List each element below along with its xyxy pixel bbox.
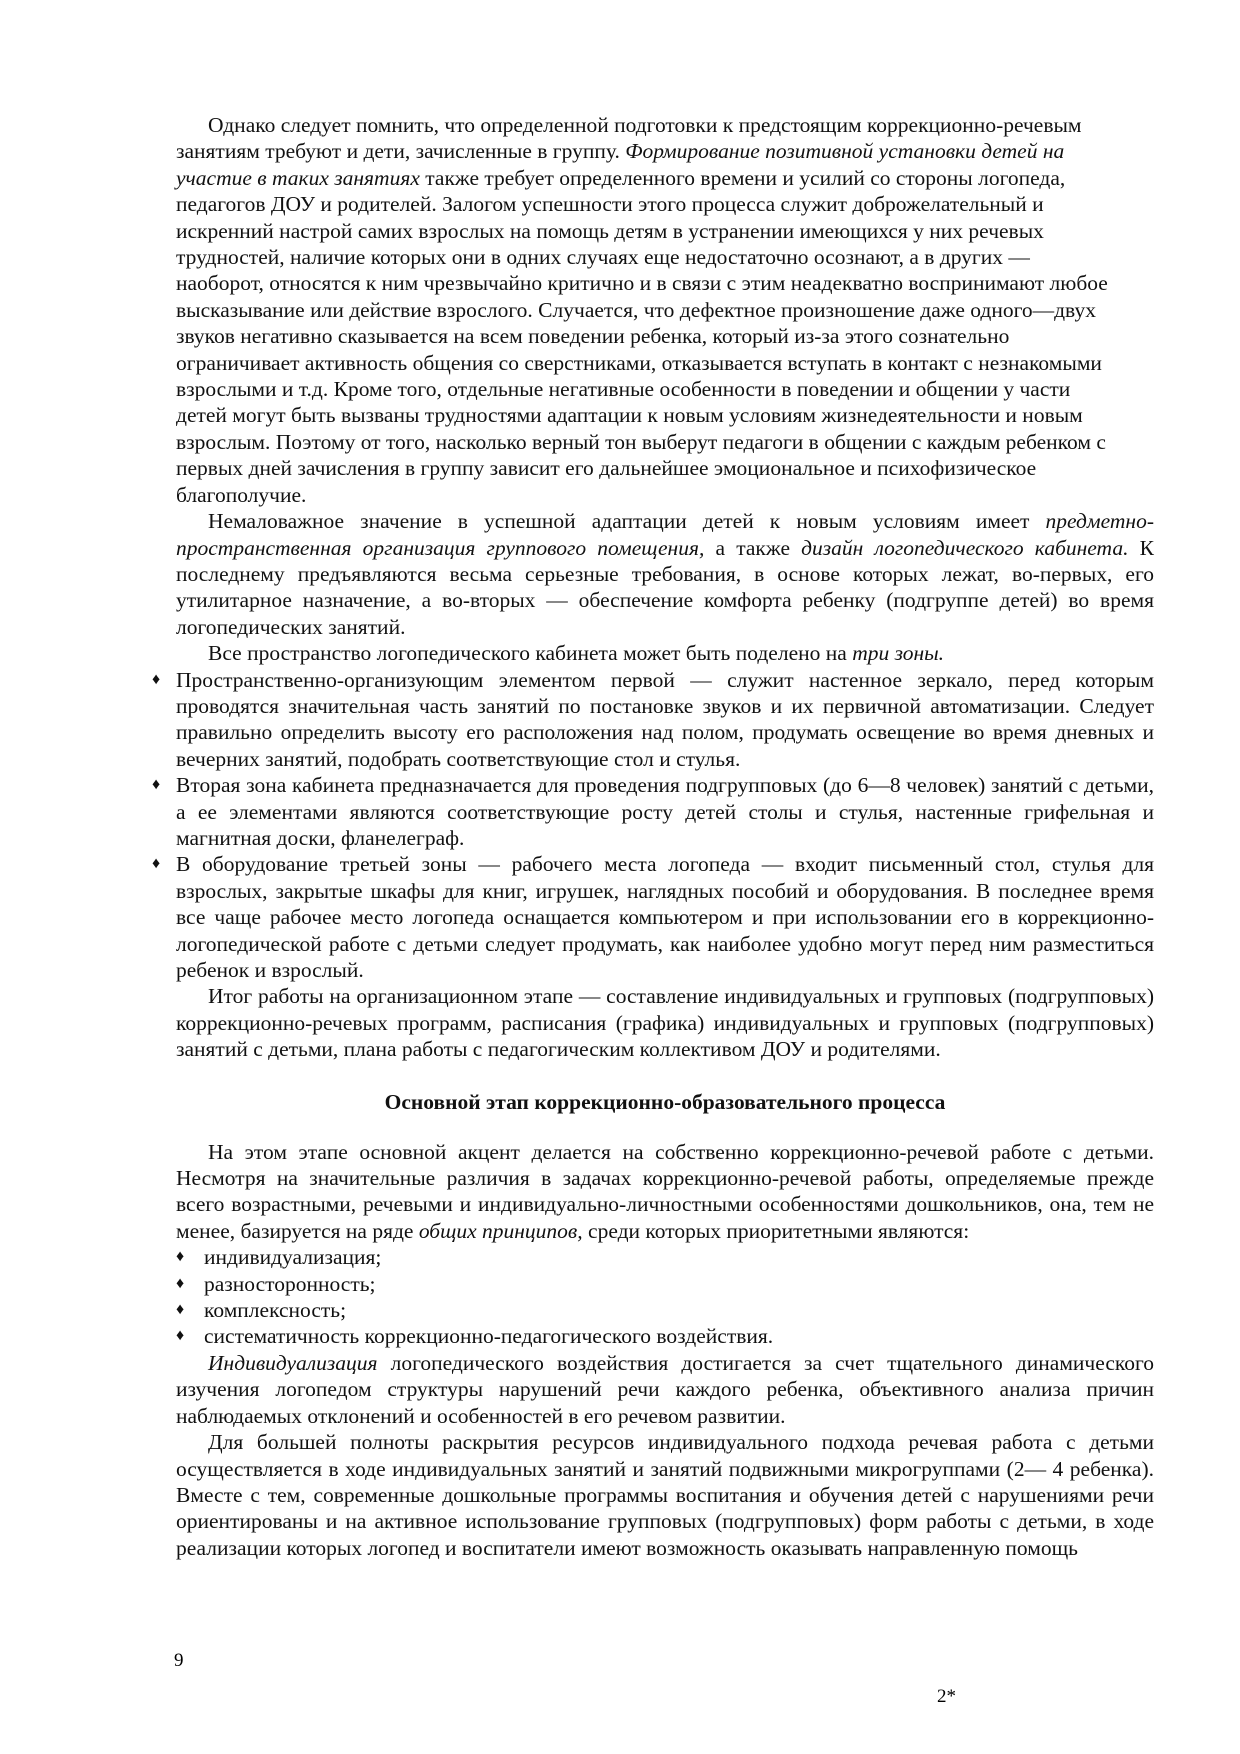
emphasis: Индивидуализация	[208, 1350, 378, 1375]
text: а также	[704, 535, 802, 560]
text: На этом этапе основной акцент делается на собственно коррекционно-речевой работе с детьми. Несмотря на значительные различия в задачах коррекционно-речевой работы, определяемые прежде всего возрастными, речевыми и индивидуально-личностными особенностями дошкольников, она, тем не менее, базируется на ряде	[176, 1139, 1154, 1243]
text: индивидуализация;	[204, 1245, 382, 1270]
text: систематичность коррекционно-педагогического воздействия.	[204, 1324, 774, 1349]
page-number: 9	[174, 1650, 184, 1671]
text: комплексность;	[204, 1298, 347, 1323]
list-item	[176, 1323, 1154, 1349]
text: В оборудование третьей зоны — рабочего места логопеда — входит письменный стол, стулья для взрослых, закрытые шкафы для книг, игрушек, наглядных пособий и оборудования. В последнее время все чаще рабочее место логопеда оснащается компьютером и при использовании его в коррекционно-логопедической работе с детьми следует продумать, как наиболее удобно могут перед ним разместиться ребенок и взрослый.	[176, 852, 1154, 982]
list-item	[152, 667, 1154, 773]
diamond-bullet-icon: ♦	[176, 1301, 185, 1319]
text: Немаловажное значение в успешной адаптации детей к новым условиям имеет	[208, 509, 1046, 534]
diamond-bullet-icon: ♦	[176, 1274, 185, 1292]
paragraph-individualization	[176, 1350, 1154, 1429]
paragraph-preparation	[176, 112, 1116, 508]
diamond-bullet-icon: ♦	[152, 855, 161, 873]
paragraph-main-stage	[176, 1139, 1154, 1245]
principles-list	[176, 1244, 1154, 1350]
list-item	[152, 772, 1154, 851]
section-heading: Основной этап коррекционно-образовательного процесса	[384, 1089, 946, 1114]
page-body	[152, 112, 1154, 1561]
text: Все пространство логопедического кабинета может быть поделено на	[208, 641, 853, 666]
text: также требует определенного времени и усилий со стороны логопеда, педагогов ДОУ и родителей. Залогом успешности этого процесса служит доброжелательный и искренний настрой самих взрослых на помощь детям в устранении имеющихся у них речевых трудностей, наличие которых они в одних случаях еще недостаточно осознают, а в других — наоборот, относятся к ним чрезвычайно критично и в связи с этим неадекватно воспринимают любое высказывание или действие взрослого. Случается, что дефектное произношение даже одного—двух звуков негативно сказывается на всем поведении ребенка, который из-за этого сознательно ограничивает активность общения со сверстниками, отказывается вступать в контакт с незнакомыми взрослыми и т.д. Кроме того, отдельные негативные особенности в поведении и общении у части детей могут быть вызваны трудностями адаптации к новым условиям жизнедеятельности и новым взрослым. Поэтому от того, насколько верный тон выберут педагоги в общении с каждым ребенком с первых дней зачисления в группу зависит его дальнейшее эмоциональное и психофизическое благополучие.	[176, 165, 1108, 507]
paragraph-result: Итог работы на организационном этапе — составление индивидуальных и групповых (подгрупповых) коррекционно-речевых программ, расписания (графика) индивидуальных и групповых (подгрупповых) занятий с детьми, плана работы с педагогическим коллективом ДОУ и родителями.	[176, 984, 1154, 1062]
zones-list	[152, 667, 1154, 984]
text: логопедического воздействия достигается за счет тщательного динамического изучения логопедом структуры нарушений речи каждого ребенка, объективного анализа причин наблюдаемых отклонений и особенностей в его речевом развитии.	[176, 1350, 1154, 1428]
list-item	[176, 1244, 1154, 1270]
text: К последнему предъявляются весьма серьезные требования, в основе которых лежат, во-первых, его утилитарное назначение, а во-вторых — обеспечение комфорта ребенку (подгруппе детей) во время логопедических занятий.	[176, 535, 1154, 639]
emphasis: Формирование позитивной установки детей на участие в таких занятиях	[176, 139, 1065, 190]
list-item	[152, 851, 1154, 983]
text: Пространственно-организующим элементом первой — служит настенное зеркало, перед которым проводятся значительная часть занятий по постановке звуков и их первичной автоматизации. Следует правильно определить высоту его расположения над полом, продумать освещение во время дневных и вечерних занятий, подобрать соответствующие стол и стулья.	[176, 667, 1154, 771]
paragraph-individual-approach: Для большей полноты раскрытия ресурсов индивидуального подхода речевая работа с детьми осуществляется в ходе индивидуальных занятий и занятий подвижными микрогруппами (2— 4 ребенка). Вместе с тем, современные дошкольные программы воспитания и обучения детей с нарушениями речи ориентированы и на активное использование групповых (подгрупповых) форм работы с детьми, в ходе реализации которых логопед и воспитатели имеют возможность оказывать направленную помощь	[176, 1430, 1154, 1560]
signature-mark: 2*	[937, 1686, 956, 1707]
emphasis: дизайн логопедического кабинета.	[801, 535, 1129, 560]
text: Однако следует помнить, что определенной подготовки к предстоящим коррекционно-речевым занятиям требуют и дети, зачисленные в группу.	[176, 113, 1082, 164]
emphasis: общих принципов,	[418, 1218, 583, 1243]
text: среди которых приоритетными являются:	[582, 1218, 970, 1243]
emphasis: три зоны.	[852, 641, 945, 666]
emphasis: предметно-пространственная организация группового помещения,	[176, 509, 1154, 560]
list-item	[176, 1271, 1154, 1297]
diamond-bullet-icon: ♦	[152, 670, 161, 688]
diamond-bullet-icon: ♦	[176, 1327, 185, 1345]
paragraph-zones-intro	[176, 640, 1154, 666]
list-item	[176, 1297, 1154, 1323]
diamond-bullet-icon: ♦	[152, 776, 161, 794]
text: Вторая зона кабинета предназначается для проведения подгрупповых (до 6—8 человек) занятий с детьми, а ее элементами являются соответствующие росту детей столы и стулья, настенные грифельная и магнитная доски, фланелеграф.	[176, 773, 1154, 850]
text: разносторонность;	[204, 1271, 376, 1296]
paragraph-adaptation	[176, 508, 1154, 640]
diamond-bullet-icon: ♦	[176, 1248, 185, 1266]
